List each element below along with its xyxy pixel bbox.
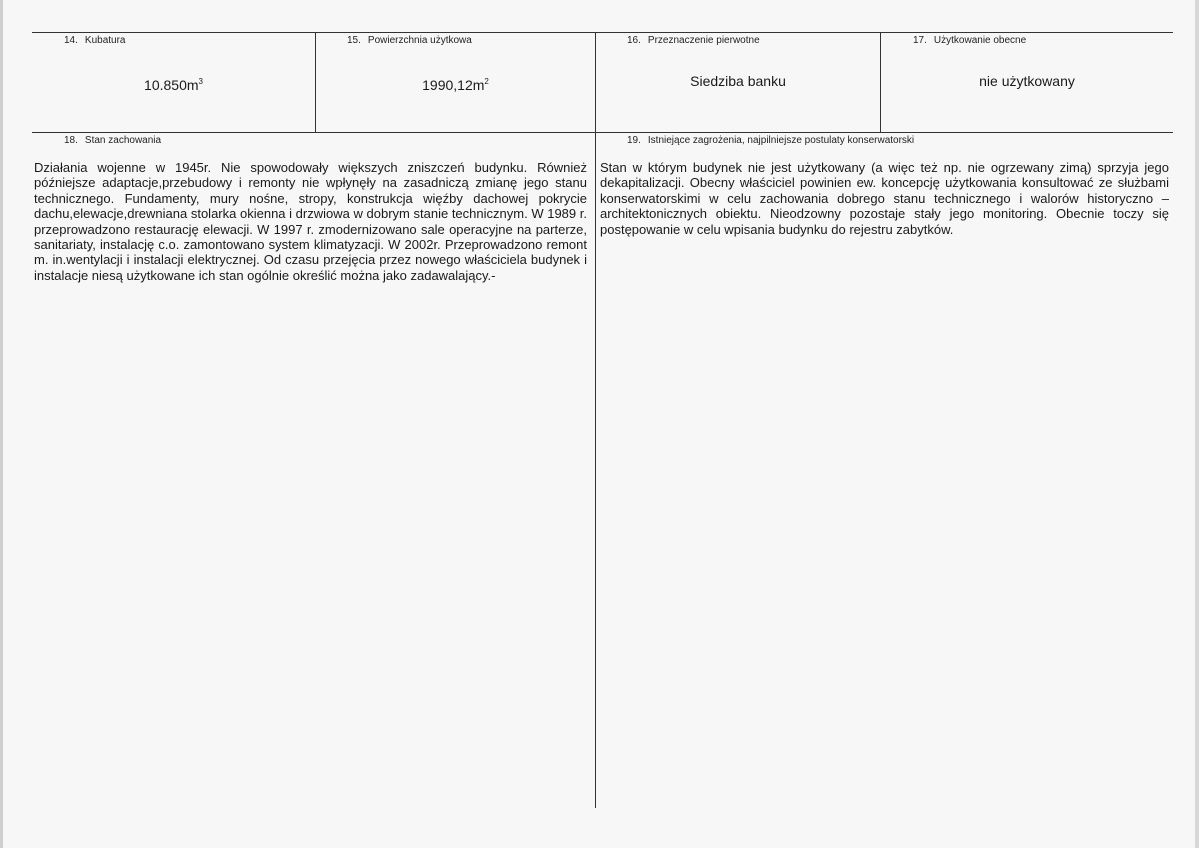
section-stan-zachowania-title: Stan zachowania: [84, 135, 162, 146]
scan-edge-right: [1195, 0, 1199, 848]
field-powierzchnia-value: $1990,12m^2$: [422, 77, 489, 93]
field-powierzchnia-title: Powierzchnia użytkowa: [367, 35, 472, 46]
scan-edge-left: [0, 0, 3, 848]
section-stan-zachowania-text: Działania wojenne w 1945r. Nie spowodowały większych zniszczeń budynku. Również późniejsze adaptacje,przebudowy i remonty nie wpłynęły na zasadniczą zmianę jego stanu technicznego. Fundamenty, mury nośne, stropy, konstrukcja więźby dachowej pokrycie dachu,elewacje,drewniana stolarka okienna i drzwiowa w dobrym stanie technicznym. W 1989 r. przeprowadzono restaurację elewacji. W 1997 r. zmodernizowano sale operacyjne na parterze, sanitariaty, instalację c.o. zamontowano system klimatyzacji. W 2002r. Przeprowadzono remont m. in.wentylacji i instalacji elektrycznej. Od czasu przejęcia przez nowego właściciela budynek i instalacje niesą użytkowane ich stan ogólnie określić można jako zadawalający.-: [34, 160, 587, 283]
kubatura-unit-exponent: 3: [198, 77, 203, 86]
field-kubatura-title: Kubatura: [84, 35, 126, 46]
section-stan-zachowania-number: 18.: [64, 135, 78, 146]
field-uzytkowanie-label: [913, 35, 1026, 46]
field-uzytkowanie-title: Użytkowanie obecne: [933, 35, 1027, 46]
field-powierzchnia-label: [347, 35, 472, 46]
powierzchnia-unit-exponent: 2: [484, 77, 489, 86]
section-zagrozenia-number: 19.: [627, 135, 641, 146]
field-uzytkowanie-value: nie użytkowany: [979, 73, 1075, 89]
middle-border: [32, 132, 1173, 133]
field-przeznaczenie-value: Siedziba banku: [690, 73, 786, 89]
section-stan-zachowania-label: [64, 135, 161, 146]
field-kubatura-label: [64, 35, 126, 46]
section-zagrozenia-text: Stan w którym budynek nie jest użytkowany (a więc też np. nie ogrzewany zimą) sprzyja jego dekapitalizacji. Obecny właściciel powinien ew. koncepcję użytkowania konsultować ze służbami konserwatorskimi w celu zachowania dobrego stanu technicznego i walorów historyczno – architektonicznych obiektu. Nieodzowny pozostaje stały jego monitoring. Obecnie toczy się postępowanie w celu wpisania budynku do rejestru zabytków.: [600, 160, 1169, 237]
top-border: [32, 32, 1173, 33]
divider-15-16: [595, 32, 596, 808]
field-przeznaczenie-number: 16.: [627, 35, 641, 46]
field-kubatura-value: $10.850m^3$: [144, 77, 203, 93]
field-powierzchnia-number: 15.: [347, 35, 361, 46]
field-przeznaczenie-label: [627, 35, 760, 46]
field-uzytkowanie-number: 17.: [913, 35, 927, 46]
section-zagrozenia-title: Istniejące zagrożenia, najpilniejsze postulaty konserwatorski: [647, 135, 915, 146]
field-kubatura-number: 14.: [64, 35, 78, 46]
field-przeznaczenie-title: Przeznaczenie pierwotne: [647, 35, 760, 46]
section-zagrozenia-label: [627, 135, 914, 146]
